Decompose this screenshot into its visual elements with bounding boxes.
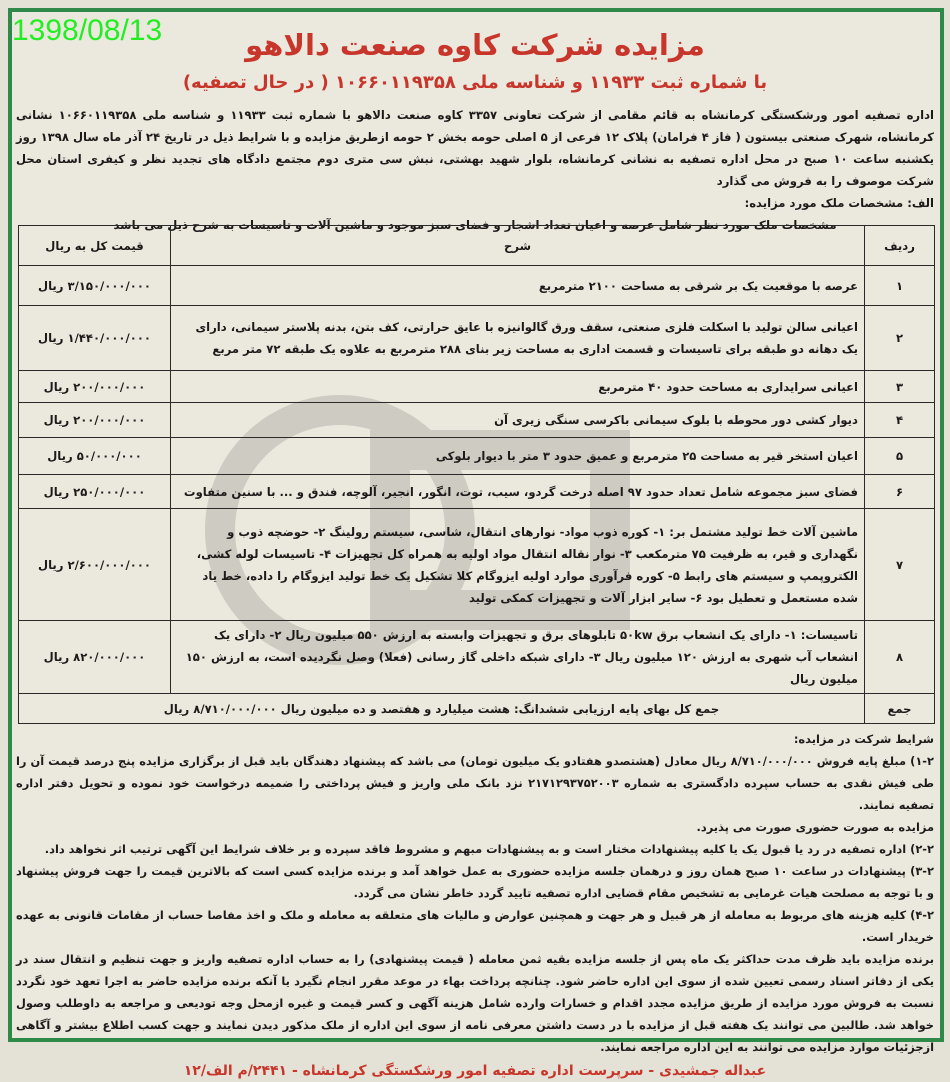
table-row (19, 306, 935, 371)
row-num: ۳ (865, 371, 935, 403)
date-stamp: 1398/08/13 (12, 14, 163, 47)
page-title: مزایده شرکت کاوه صنعت دالاهو (245, 28, 705, 62)
condition-item: ۱-۲) مبلغ پایه فروش ۸/۷۱۰/۰۰۰/۰۰۰ ریال معادل (هشتصدو هفتادو یک میلیون تومان) می باشد که پیشنهاد دهندگان باید قبل از برگزاری مزایده پنج درصد قیمت آن را طی فیش نقدی به حساب سپرده دادگستری به شماره ۲۱۷۱۲۹۳۷۵۲۰۰۳ نزد بانک ملی واریز و فیش پرداختی را ضمیمه درخواست خود نموده و تحویل دفتر اداره تصفیه نمایند. (16, 754, 934, 812)
table-row (19, 475, 935, 509)
row-desc: اعیانی سرایداری به مساحت حدود ۴۰ مترمربع (171, 371, 865, 403)
condition-item: ۳-۲) پیشنهادات در ساعت ۱۰ صبح همان روز و درهمان جلسه مزایده حضوری به عمل خواهد آمد و برنده مزایده کسی است که بالاترین قیمت را جهت فروش پیشنهاد و با توجه به مصلحت هیات غرمایی به تشخیص مقام قضایی اداره تصفیه تایید گردد خاطر نشان می گردد. (16, 864, 934, 900)
table-row (19, 621, 935, 694)
row-desc: اعیانی سالن تولید با اسکلت فلزی صنعتی، سقف ورق گالوانیزه با عایق حرارتی، کف بتن، بدنه پلاستر سیمانی، دارای یک دهانه دو طبقه برای تاسیسات و قسمت اداری به مساحت زیر بنای ۲۸۸ مترمربع به علاوه یک طبقه ۷۲ متر مربع (171, 306, 865, 371)
total-label: جمع (865, 694, 935, 724)
row-price: ۲۰۰/۰۰۰/۰۰۰ ریال (19, 371, 171, 403)
condition-item: مزایده به صورت حضوری صورت می پذیرد. (696, 820, 934, 834)
section-heading: الف: مشخصات ملک مورد مزایده: (744, 196, 934, 210)
row-price: ۵۰/۰۰۰/۰۰۰ ریال (19, 438, 171, 475)
signature: عبداله جمشیدی - سرپرست اداره تصفیه امور ورشکستگی کرمانشاه - ۲۴۴۱/م الف/۱۲ (183, 1063, 767, 1079)
total-desc: جمع کل بهای پایه ارزیابی ششدانگ: هشت میلیارد و هفتصد و ده میلیون ریال ۸/۷۱۰/۰۰۰/۰۰۰ ریال (19, 694, 865, 724)
table-row (19, 266, 935, 306)
row-num: ۵ (865, 438, 935, 475)
row-num: ۷ (865, 509, 935, 621)
header-desc: شرح (171, 226, 865, 266)
table-row (19, 371, 935, 403)
row-price: ۲۰۰/۰۰۰/۰۰۰ ریال (19, 403, 171, 438)
page-subtitle: با شماره ثبت ۱۱۹۳۳ و شناسه ملی ۱۰۶۶۰۱۱۹۳۵۸ ( در حال تصفیه) (182, 72, 768, 93)
table-intro: مشخصات ملک مورد نظر شامل عرصه و اعیان تعداد اشجار و فضای سبز موجود و ماشین آلات و تاسیسات به شرح ذیل می باشد (113, 218, 837, 232)
table-header (19, 226, 935, 266)
row-num: ۶ (865, 475, 935, 509)
row-price: ۲۵۰/۰۰۰/۰۰۰ ریال (19, 475, 171, 509)
intro-paragraph: اداره تصفیه امور ورشکستگی کرمانشاه به قائم مقامی از شرکت تعاونی ۳۳۵۷ کاوه صنعت دالاهو با شماره ثبت ۱۱۹۳۳ و شناسه ملی ۱۰۶۶۰۱۱۹۳۵۸ نشانی کرمانشاه، شهرک صنعتی بیستون ( فاز ۴ فرامان) پلاک ۱۲ فرعی از ۵ اصلی حومه بخش ۲ حومه ازطریق مزایده و با شرایط ذیل در تاریخ ۲۴ آذر ماه سال ۱۳۹۸ روز یکشنبه ساعت ۱۰ صبح در محل اداره تصفیه به نشانی کرمانشاه، بلوار شهید بهشتی، نبش سی متری دوم مجتمع دادگاه های تجدید نظر و کیفری استان محل شرکت موصوف را به فروش می گذارد (16, 108, 935, 188)
table-row (19, 438, 935, 475)
intro-text (16, 104, 934, 236)
property-table (18, 225, 935, 724)
row-price: ۱/۴۴۰/۰۰۰/۰۰۰ ریال (19, 306, 171, 371)
table-row (19, 403, 935, 438)
row-num: ۲ (865, 306, 935, 371)
table-row (19, 509, 935, 621)
conditions-section (16, 728, 934, 1082)
row-desc: تاسیسات: ۱- دارای یک انشعاب برق ۵۰kw تابلوهای برق و تجهیزات وابسته به ارزش ۵۵۰ میلیون ریال ۲- دارای یک انشعاب آب شهری به ارزش ۱۲۰ میلیون ریال ۳- دارای شبکه داخلی گاز رسانی (فعلا) وصل نگردیده است، به ارزش ۱۵۰ میلیون ریال (171, 621, 865, 694)
condition-item: ۴-۲) کلیه هزینه های مربوط به معامله از هر قبیل و هر جهت و همچنین عوارض و مالیات های متعلقه به معامله و ملک و اخذ مفاصا حساب از مقامات قانونی به عهده خریدار است. (16, 908, 934, 944)
condition-item: برنده مزایده باید ظرف مدت حداکثر یک ماه پس از جلسه مزایده بقیه ثمن معامله ( قیمت پیشنهادی) را به حساب اداره تصفیه واریز و جهت تنظیم و انتقال سند در یکی از دفاتر اسناد رسمی تعیین شده از سوی این اداره حاضر شود. چنانچه پرداخت بهاء در موعد مقرر انجام نگیرد یا آنکه برنده مزایده حاضر به اجرا تعهد خود نگردد نسبت به فروش مورد مزایده از طریق مزایده مجدد اقدام و خسارات وارده شامل هزینه آگهی و کسر قیمت و غیره ازمحل وجه تودیعی و مراجعه به داوطلب وصول خواهد شد. طالبین می توانند یک هفته قبل از مزایده با در دست داشتن معرفی نامه از سوی این اداره از ملک مذکور دیدن نمایند و جهت کسب اطلاع بیشتر و آگاهی ازجزئیات موارد مزایده می توانند به این اداره مراجعه نمایند. (16, 952, 934, 1054)
row-desc: عرصه با موقعیت یک بر شرقی به مساحت ۲۱۰۰ مترمربع (171, 266, 865, 306)
row-price: ۲/۶۰۰/۰۰۰/۰۰۰ ریال (19, 509, 171, 621)
row-desc: ماشین آلات خط تولید مشتمل بر: ۱- کوره ذوب مواد- نوارهای انتقال، شاسی، سیستم رولینگ ۲- حوضچه ذوب و نگهداری و قیر، به ظرفیت ۷۵ مترمکعب ۳- نوار نقاله انتقال مواد اولیه به همراه کل تجهیزات ۴- تاسیسات لوله کشی، الکتروپمپ و سیستم های رابط ۵- کوره فرآوری موارد اولیه ایزوگام کلا تشکیل یک خط تولید ایزوگام را داده، خط یاد شده مستعمل و تعطیل بود ۶- سایر ابزار آلات و تجهیزات کمکی تولید (171, 509, 865, 621)
row-num: ۱ (865, 266, 935, 306)
table-total-row (19, 694, 935, 724)
row-desc: دیوار کشی دور محوطه با بلوک سیمانی باکرسی سنگی زیری آن (171, 403, 865, 438)
header-price: قیمت کل به ریال (19, 226, 171, 266)
conditions-heading: شرایط شرکت در مزایده: (793, 732, 934, 746)
row-price: ۸۲۰/۰۰۰/۰۰۰ ریال (19, 621, 171, 694)
row-num: ۴ (865, 403, 935, 438)
row-desc: فضای سبز مجموعه شامل تعداد حدود ۹۷ اصله درخت گردو، سیب، توت، انگور، انجیر، آلوچه، فندق و ... با سنین متفاوت (171, 475, 865, 509)
header-num: ردیف (865, 226, 935, 266)
row-num: ۸ (865, 621, 935, 694)
row-price: ۳/۱۵۰/۰۰۰/۰۰۰ ریال (19, 266, 171, 306)
condition-item: ۲-۲) اداره تصفیه در رد یا قبول یک یا کلیه پیشنهادات مختار است و به پیشنهادات مبهم و مشروط فاقد سپرده و بر خلاف شرایط این آگهی ترتیب اثر نخواهد داد. (44, 842, 934, 856)
row-desc: اعیان استخر قیر به مساحت ۲۵ مترمربع و عمیق حدود ۳ متر با دیوار بلوکی (171, 438, 865, 475)
